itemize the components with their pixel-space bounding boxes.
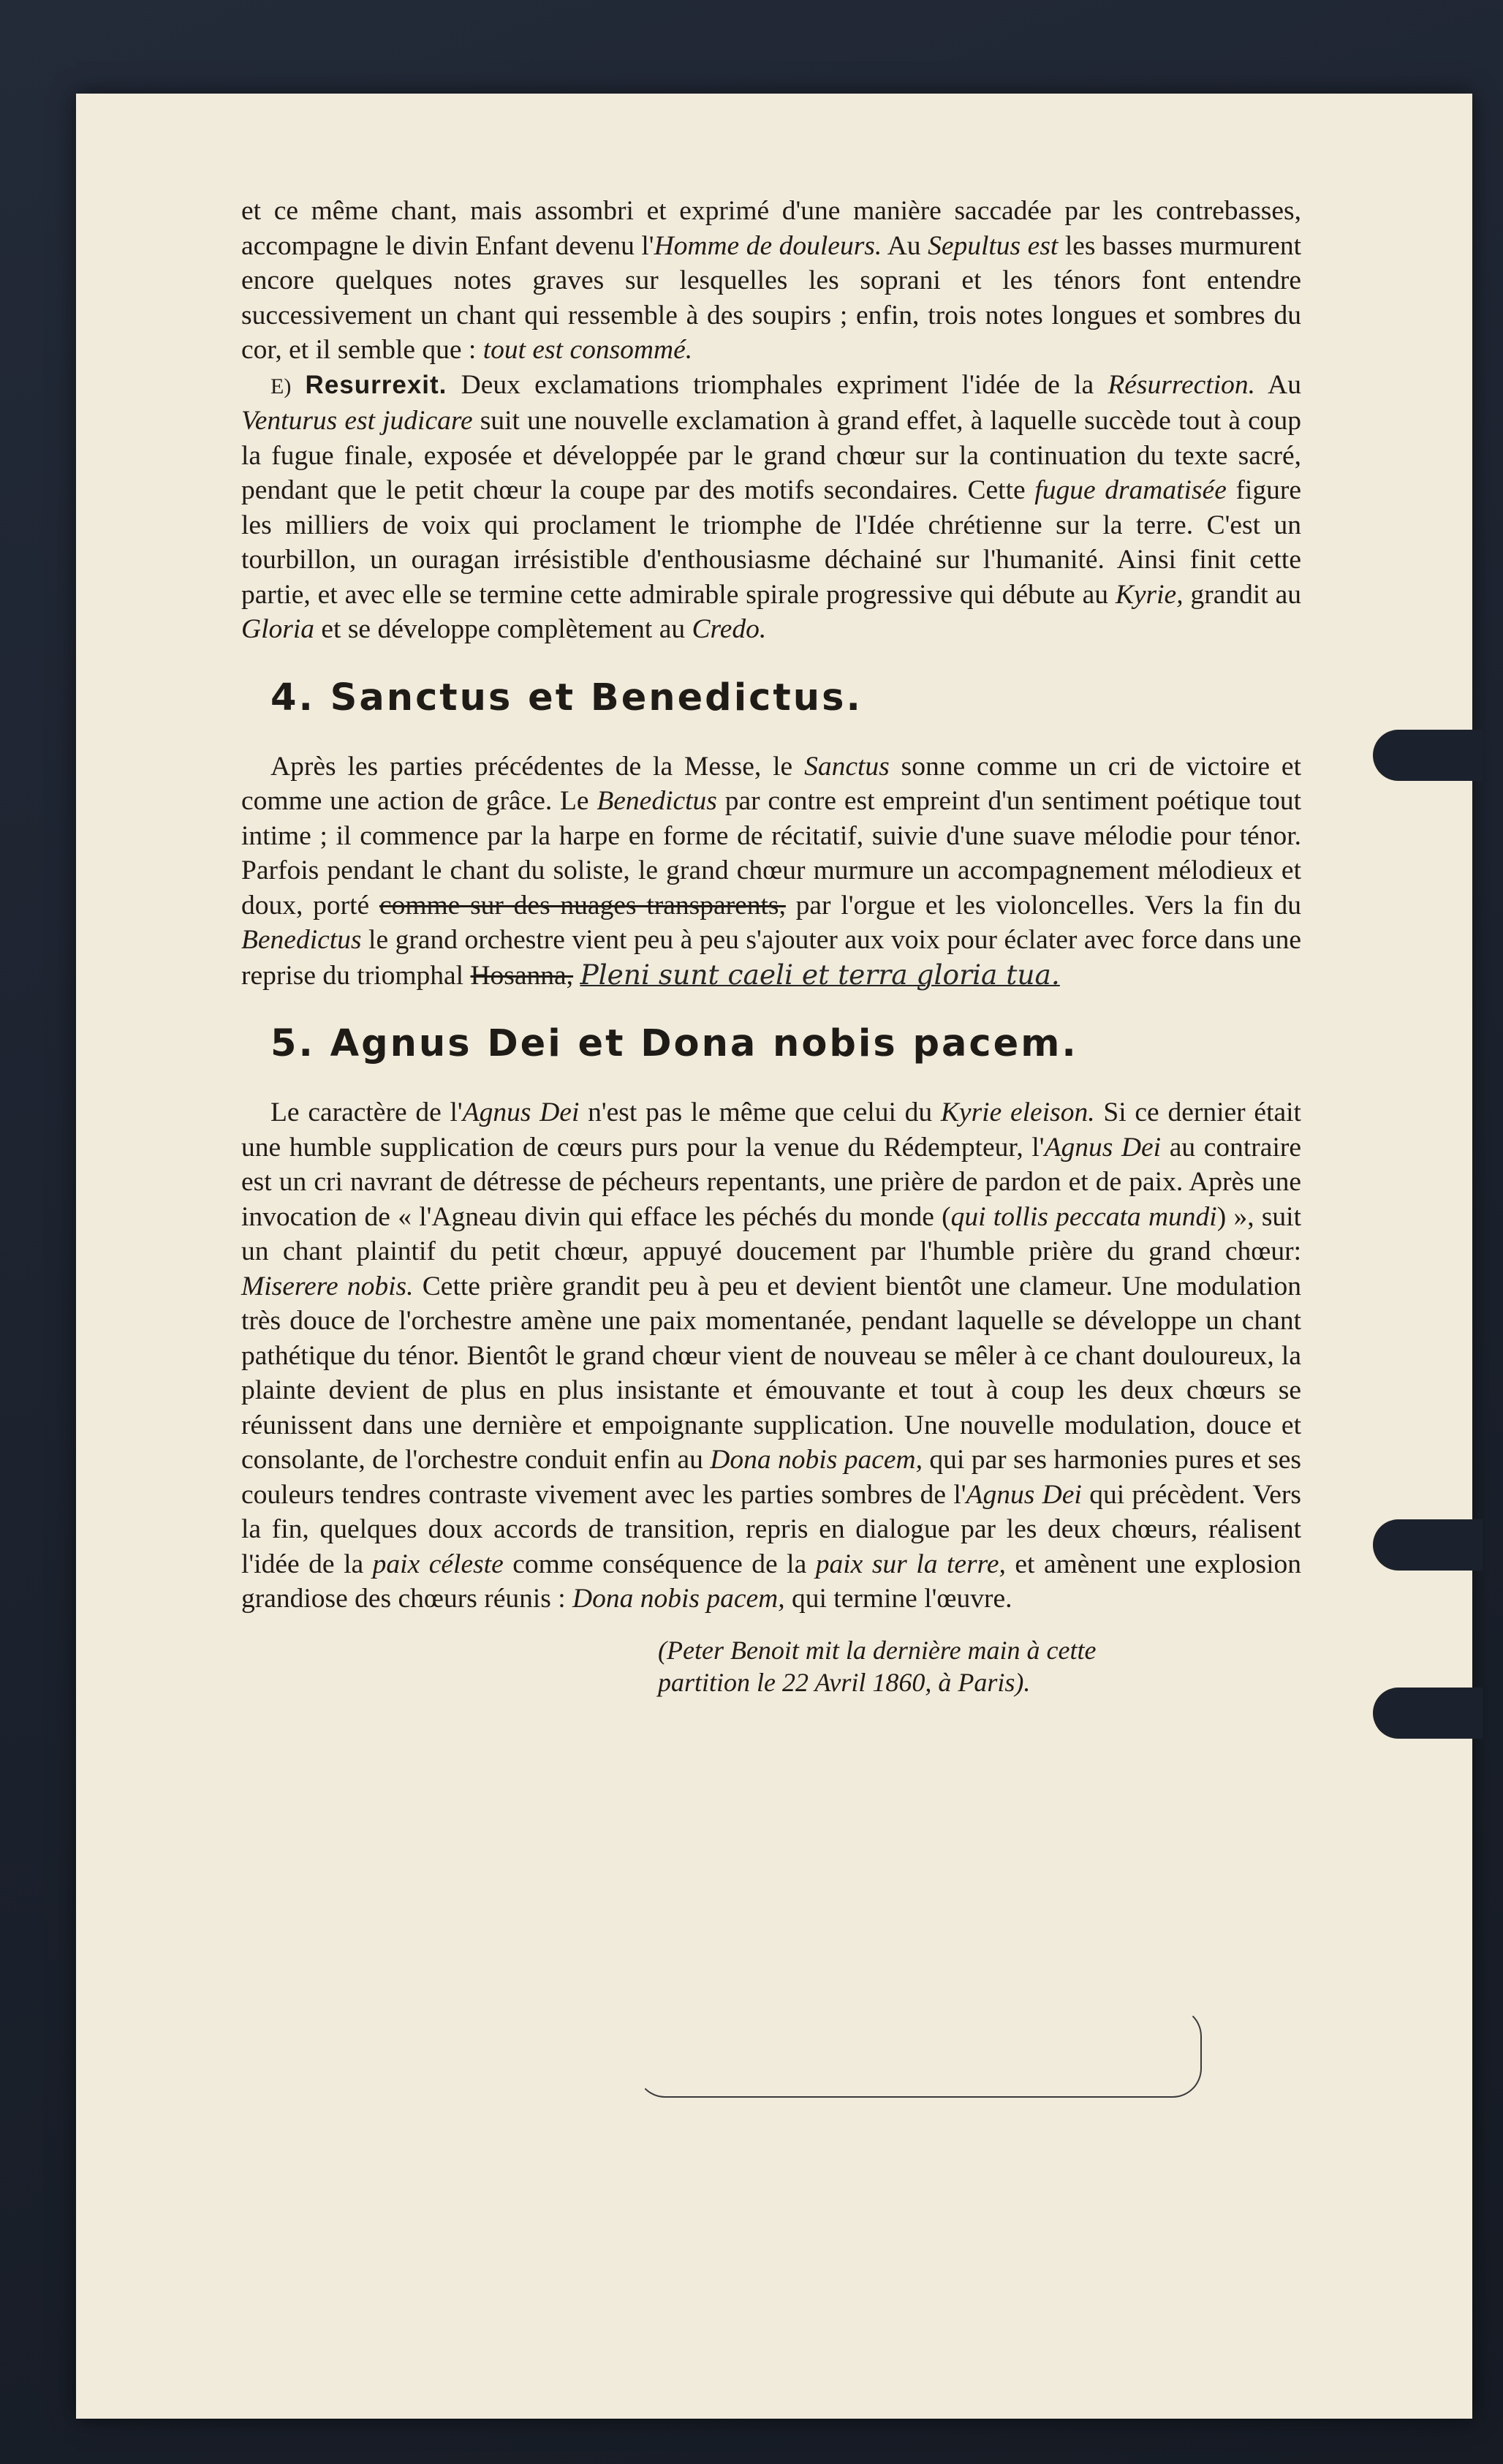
resurrexit-term: Resurrexit.	[305, 370, 447, 399]
paragraph-sanctus: Après les parties précédentes de la Messe, le Sanctus sonne comme un cri de victoire et comme une action de grâce. Le Benedictus par contre est empreint d'un sentiment poétique tout intime ; il commence par la harpe en forme de récitatif, suivie d'une suave mélodie pour ténor. Parfois pendant le chant du soliste, le grand chœur murmure un accompagnement mélodieux et doux, porté comme sur des nuages transparents, par l'orgue et les violoncelles. Vers la fin du Benedictus le grand orchestre vient peu à peu s'ajouter aux voix pour éclater avec force dans une reprise du triomphal Hosanna, Pleni sunt caeli et terra gloria tua.	[241, 751, 1302, 991]
section-heading-agnus: 5. Agnus Dei et Dona nobis pacem.	[270, 1022, 1078, 1065]
document-body	[241, 194, 1301, 1698]
paragraph-contrebasses: et ce même chant, mais assombri et exprimé d'une manière saccadée par les contrebasses, accompagne le divin Enfant devenu l'Homme de douleurs. Au Sepultus est les basses murmurent encore quelques notes graves sur lesquelles les soprani et les ténors font entendre successivement un chant qui ressemble à des soupirs ; enfin, trois notes longues et sombres du cor, et il semble que : tout est consommé.	[241, 196, 1301, 365]
handwritten-bracket	[636, 2007, 1202, 2098]
binding-hole	[1373, 1688, 1483, 1739]
struck-hosanna: Hosanna,	[470, 960, 574, 991]
struck-text: comme sur des nuages transparents,	[379, 890, 786, 921]
paragraph-resurrexit: E) Resurrexit. Deux exclamations triomphales expriment l'idée de la Résurrection. Au Venturus est judicare suit une nouvelle exclamation à grand effet, à laquelle succède tout à coup la fugue finale, exposée et développée par le grand chœur sur la continuation du texte sacré, pendant que le petit chœur la coupe par des motifs secondaires. Cette fugue dramatisée figure les milliers de voix qui proclament le triomphe de l'Idée chrétienne sur la terre. C'est un tourbillon, un ouragan irrésistible d'enthousiasme déchainé sur l'humanité. Ainsi finit cette partie, et avec elle se termine cette admirable spirale progressive qui débute au Kyrie, grandit au Gloria et se développe complètement au Credo.	[241, 369, 1302, 644]
binding-hole	[1373, 1519, 1483, 1571]
paragraph-agnus: Le caractère de l'Agnus Dei n'est pas le même que celui du Kyrie eleison. Si ce dernier était une humble supplication de cœurs purs pour la venue du Rédempteur, l'Agnus Dei au contraire est un cri navrant de détresse de pécheurs repentants, une prière de pardon et de paix. Après une invocation de « l'Agneau divin qui efface les péchés du monde (qui tollis peccata mundi) », suit un chant plaintif du petit chœur, appuyé doucement par l'humble prière du grand chœur: Miserere nobis. Cette prière grandit peu à peu et devient bientôt une clameur. Une modulation très douce de l'orchestre amène une paix momentanée, pendant laquelle se développe un chant pathétique du ténor. Bientôt le grand chœur vient de nouveau se mêler à ce chant douloureux, la plainte devient de plus en plus insistante et émouvante et tout à coup les deux chœurs se réunissent dans une dernière et empoignante supplication. Une nouvelle modulation, douce et consolante, de l'orchestre conduit enfin au Dona nobis pacem, qui par ses harmonies pures et ses couleurs tendres contraste vivement avec les parties sombres de l'Agnus Dei qui précèdent. Vers la fin, quelques doux accords de transition, repris en dialogue par les deux chœurs, réalisent l'idée de la paix céleste comme conséquence de la paix sur la terre, et amènent une explosion grandiose des chœurs réunis : Dona nobis pacem, qui termine l'œuvre.	[241, 1097, 1302, 1614]
binding-hole	[1373, 730, 1483, 781]
signoff-note: (Peter Benoit mit la dernière main à cette partition le 22 Avril 1860, à Paris).	[658, 1635, 1097, 1697]
section-heading-sanctus: 4. Sanctus et Benedictus.	[270, 676, 863, 719]
handwritten-annotation: Pleni sunt caeli et terra gloria tua.	[580, 958, 1060, 991]
